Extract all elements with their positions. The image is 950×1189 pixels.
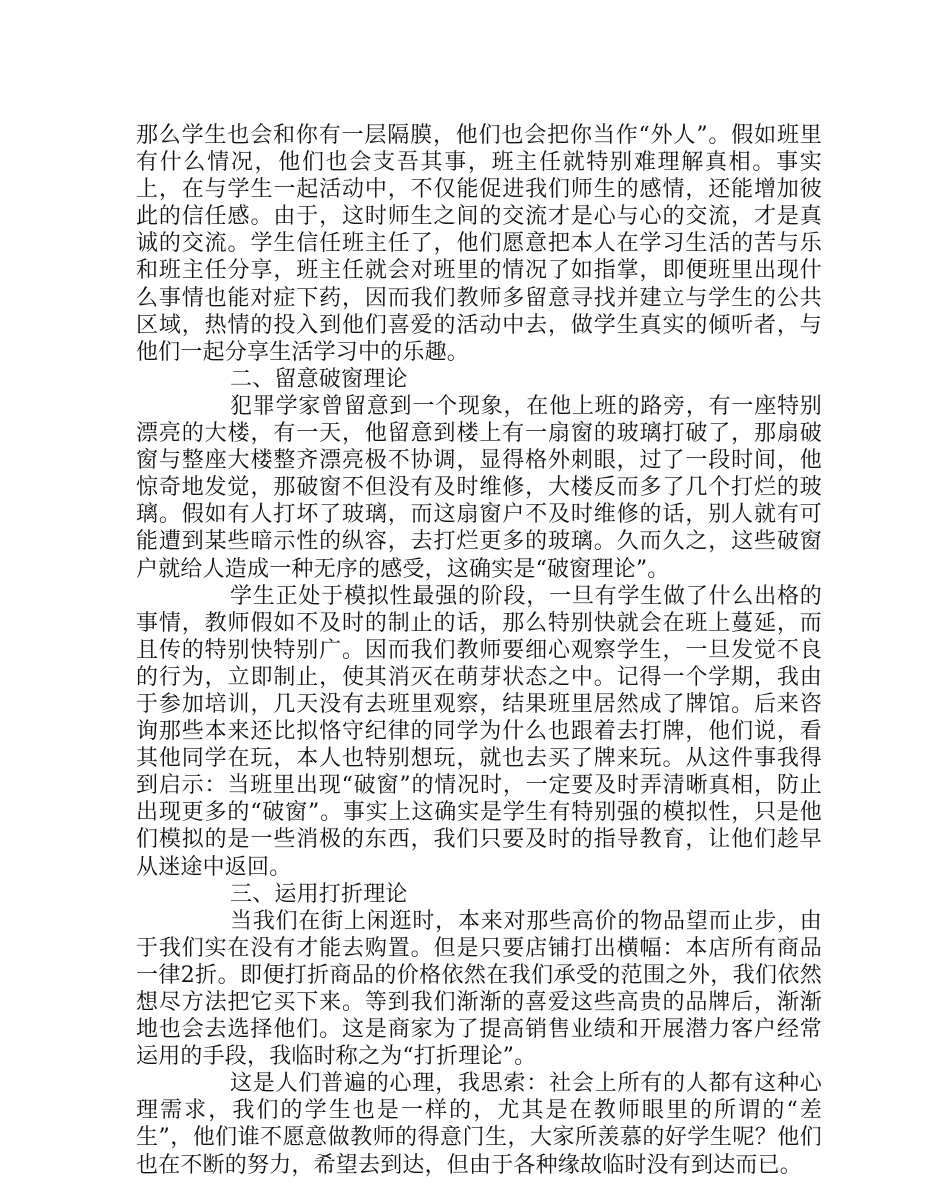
paragraph-broken-window-story: 犯罪学家曾留意到一个现象，在他上班的路旁，有一座特别漂亮的大楼，有一天，他留意到楼上有一扇窗的玻璃打破了，那扇破窗与整座大楼整齐漂亮极不协调，显得格外刺眼，过了一段时间，他惊奇地发觉，那破窗不但没有及时维修，大楼反而多了几个打烂的玻璃。假如有人打坏了玻璃，而这扇窗户不及时维修的话，别人就有可能遭到某些暗示性的纵容，去打烂更多的玻璃。久而久之，这些破窗户就给人造成一种无序的感受，这确实是“破窗理论”。 <box>136 393 822 582</box>
section-heading-discount-theory: 三、运用打折理论 <box>230 881 408 907</box>
paragraph-student-psychology: 这是人们普遍的心理，我思索：社会上所有的人都有这种心理需求，我们的学生也是一样的，尤其是在教师眼里的所谓的“差生”，他们谁不愿意做教师的得意门生，大家所羡慕的好学生呢？他们也在不断的努力，希望去到达，但由于各种缘故临时没有到达而已。 <box>136 1071 822 1178</box>
paragraph-teacher-student-activities: 那么学生也会和你有一层隔膜，他们也会把你当作“外人”。假如班里有什么情况，他们也会支吾其事，班主任就特别难理解真相。事实上，在与学生一起活动中，不仅能促进我们师生的感情，还能增加彼此的信任感。由于，这时师生之间的交流才是心与心的交流，才是真诚的交流。学生信任班主任了，他们愿意把本人在学习生活的苦与乐和班主任分享，班主任就会对班里的情况了如指掌，即便班里出现什么事情也能对症下药，因而我们教师多留意寻找并建立与学生的公共区域，热情的投入到他们喜爱的活动中去，做学生真实的倾听者，与他们一起分享生活学习中的乐趣。 <box>136 123 822 365</box>
document-page <box>136 122 822 1179</box>
paragraph-student-imitation: 学生正处于模拟性最强的阶段，一旦有学生做了什么出格的事情，教师假如不及时的制止的话，那么特别快就会在班上蔓延，而且传的特别快特别广。因而我们教师要细心观察学生，一旦发觉不良的行为，立即制止，使其消灭在萌芽状态之中。记得一个学期，我由于参加培训，几天没有去班里观察，结果班里居然成了牌馆。后来咨询那些本来还比拟恪守纪律的同学为什么也跟着去打牌，他们说，看其他同学在玩，本人也特别想玩，就也去买了牌来玩。从这件事我得到启示：当班里出现“破窗”的情况时，一定要及时弄清晰真相，防止出现更多的“破窗”。事实上这确实是学生有特别强的模拟性，只是他们模拟的是一些消极的东西，我们只要及时的指导教育，让他们趁早从迷途中返回。 <box>136 583 822 880</box>
section-heading-broken-window: 二、留意破窗理论 <box>230 366 408 392</box>
paragraph-discount-shopping: 当我们在街上闲逛时，本来对那些高价的物品望而止步，由于我们实在没有才能去购置。但是只要店铺打出横幅：本店所有商品一律2折。即便打折商品的价格依然在我们承受的范围之外，我们依然想尽方法把它买下来。等到我们渐渐的喜爱这些高贵的品牌后，渐渐地也会去选择他们。这是商家为了提高销售业绩和开展潜力客户经常运用的手段，我临时称之为“打折理论”。 <box>136 908 822 1070</box>
